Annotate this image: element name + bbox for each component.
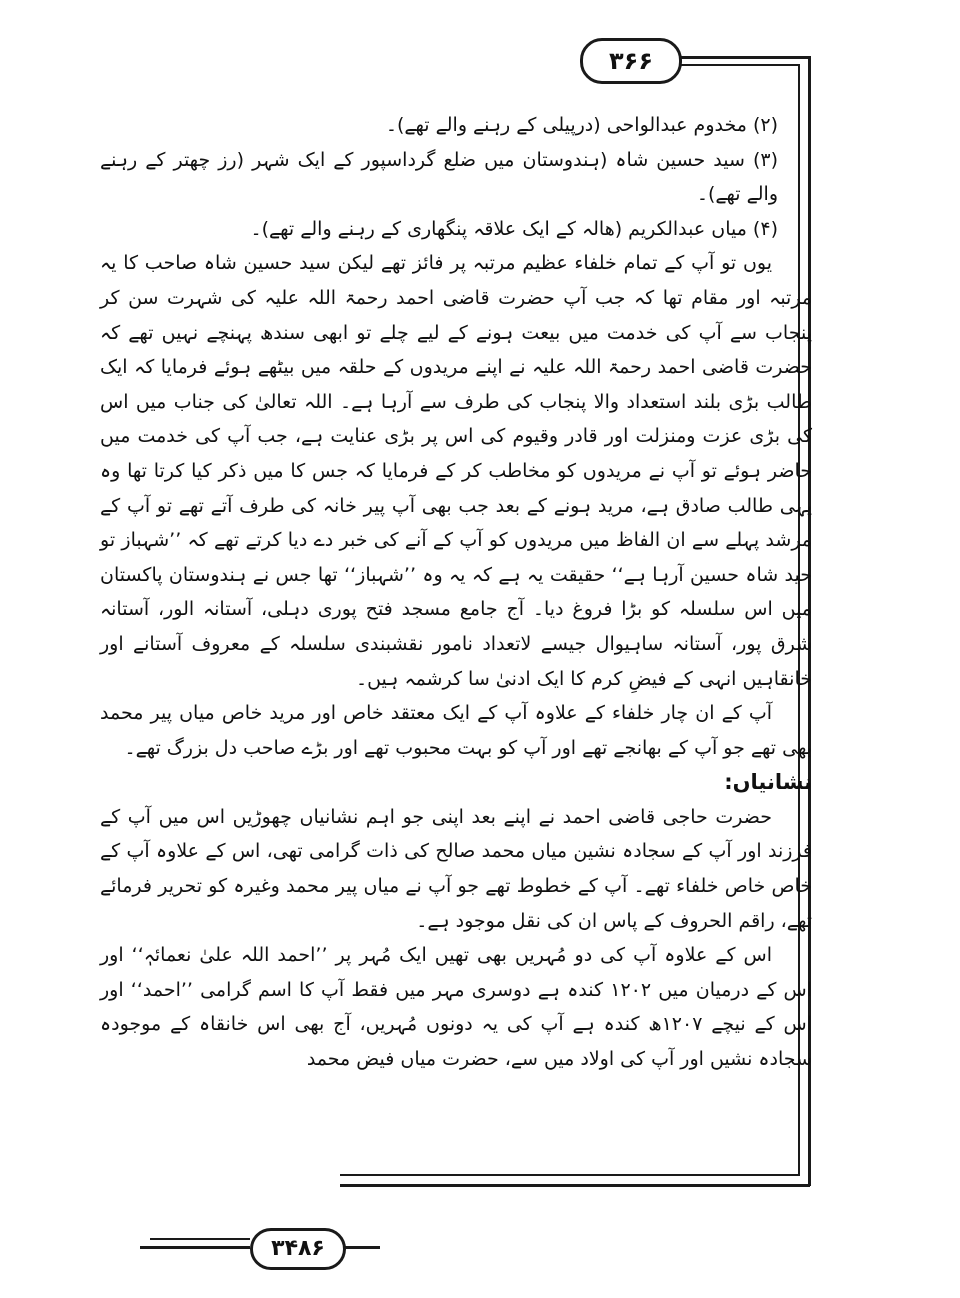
frame-top-line-inner <box>676 64 800 66</box>
page-body <box>100 108 812 1077</box>
paragraph: اس کے علاوہ آپ کی دو مُہریں بھی تھیں ایک مُہر پر ’’احمد اللہ علیٰ نعمائہٖ‘‘ اور اس کے درمیان میں ۱۲۰۲ کندہ ہے دوسری مہر میں فقط آپ کا اسم گرامی ’’احمد‘‘ اور اس کے نیچے ۱۲۰۷ھ کندہ ہے آپ کی یہ دونوں مُہریں، آج بھی اس خانقاہ کے موجودہ سجادہ نشیں اور آپ کی اولاد میں سے، حضرت میاں فیض محمد <box>100 944 812 1071</box>
list-item: (۴) میاں عبدالکریم (ھالہ کے ایک علاقہ پنگھاری کے رہنے والے تھے)۔ <box>250 217 778 240</box>
paragraph: یوں تو آپ کے تمام خلفاء عظیم مرتبہ پر فائز تھے لیکن سید حسین شاہ صاحب کا یہ مرتبہ اور مقام تھا کہ جب آپ حضرت قاضی احمد رحمۃ اللہ علیہ کی شہرت سن کر پنجاب سے آپ کی خدمت میں بیعت ہونے کے لیے چلے تو ابھی سندھ پہنچے نہیں تھے کہ حضرت قاضی احمد رحمۃ اللہ علیہ نے اپنے مریدوں کے حلقہ میں بیٹھے ہوئے فرمایا کہ ایک طالب بڑی بلند استعداد والا پنجاب کی طرف سے آرہا ہے۔ اللہ تعالیٰ کی جناب میں اس کی بڑی عزت ومنزلت اور قادر وقیوم کی اس پر بڑی عنایت ہے، جب آپ کی خدمت میں حاضر ہوئے تو آپ نے مریدوں کو مخاطب کر کے فرمایا کہ جس کا میں ذکر کیا کرتا تھا وہ یہی طالب صادق ہے، مرید ہونے کے بعد جب بھی آپ پیر خانہ کی طرف آتے تھے تو آپ کے مرشد پہلے سے ان الفاظ میں مریدوں کو آپ کے آنے کی خبر دے دیا کرتے تھے کہ ’’شہباز تو حید شاہ حسین آرہا ہے‘‘ حقیقت یہ ہے کہ یہ وہ ’’شہباز‘‘ تھا جس نے ہندوستان پاکستان میں اس سلسلہ کو بڑا فروغ دیا۔ آج جامع مسجد فتح پوری دہلی، آستانہ الور، آستانہ شرق پور، آستانہ ساہیوال جیسے لاتعداد نامور نقشبندی سلسلہ کے معروف آستانے اور خانقاہیں انہی کے فیضِ کرم کا ایک ادنیٰ سا کرشمہ ہیں۔ <box>100 252 812 690</box>
page-number-top: ۳۶۶ <box>580 38 682 84</box>
page-number-bottom: ۳۴۸۶ <box>250 1228 346 1270</box>
frame-bottom-line-right <box>340 1246 380 1249</box>
frame-bottom-line-outer <box>340 1184 810 1187</box>
list-item: (۳) سید حسین شاہ (ہندوستان میں ضلع گرداسپور کے ایک شہر (رز چھتر کے رہنے والے تھے)۔ <box>100 148 778 206</box>
list-item: (۲) مخدوم عبدالواحی (درپیلی کے رہنے والے تھے)۔ <box>385 114 778 136</box>
paragraph: حضرت حاجی قاضی احمد نے اپنے بعد اپنی جو اہم نشانیاں چھوڑیں اس میں آپ کے فرزند اور آپ کے سجادہ نشین میاں محمد صالح کی ذات گرامی تھی، اس کے علاوہ آپ کے خاص خاص خلفاء تھے۔ آپ کے خطوط تھے جو آپ نے میاں پیر محمد وغیرہ کو تحریر فرمائے تھے، راقم الحروف کے پاس ان کی نقل موجود ہے۔ <box>100 805 812 932</box>
frame-bottom-line-left-inner <box>150 1238 250 1240</box>
frame-bottom-line-left <box>140 1246 250 1249</box>
frame-bottom-line-inner <box>340 1174 800 1176</box>
frame-top-line <box>676 56 810 59</box>
paragraph: آپ کے ان چار خلفاء کے علاوہ آپ کے ایک معتقد خاص اور مرید خاص میاں پیر محمد بھی تھے جو آپ کے بھانجے تھے اور آپ کو بہت محبوب تھے اور بڑے صاحب دل بزرگ تھے۔ <box>100 702 812 759</box>
section-heading: نشانیاں: <box>724 770 812 795</box>
